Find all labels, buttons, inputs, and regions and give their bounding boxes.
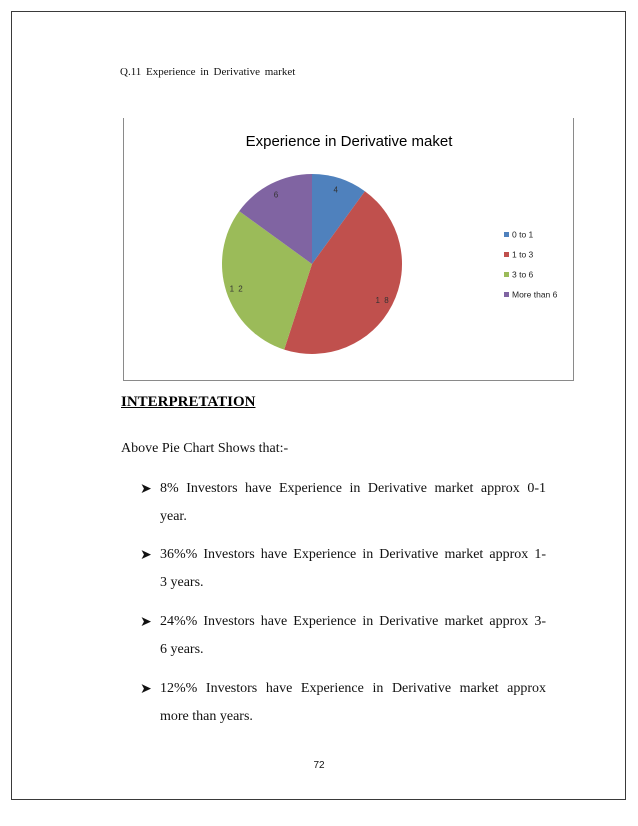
pie-slices	[222, 174, 402, 354]
interpretation-heading: INTERPRETATION	[121, 394, 256, 410]
arrow-bullet-icon: ➤	[140, 482, 152, 497]
legend-swatch	[504, 272, 509, 277]
slice-data-label: 6	[273, 190, 280, 200]
bullet-line-2: 3 years.	[160, 575, 204, 590]
bullet-line-1: 8% Investors have Experience in Derivative market approx 0-1	[160, 481, 546, 496]
legend-swatch	[504, 292, 509, 297]
legend-swatch	[504, 232, 509, 237]
bullet-line-2: more than years.	[160, 709, 253, 724]
pie-chart	[123, 118, 574, 381]
arrow-bullet-icon: ➤	[140, 682, 152, 697]
question-heading: Q.11 Experience in Derivative market	[120, 66, 296, 78]
chart-legend	[504, 230, 558, 300]
pie-chart-svg	[124, 118, 575, 381]
arrow-bullet-icon: ➤	[140, 548, 152, 563]
bullet-line-1: 12%% Investors have Experience in Derivative market approx	[160, 681, 546, 696]
chart-title: Experience in Derivative maket	[245, 133, 453, 150]
page-number: 72	[313, 760, 325, 771]
legend-swatch	[504, 252, 509, 257]
arrow-bullet-icon: ➤	[140, 615, 152, 630]
slice-data-label: 4	[333, 185, 339, 195]
interpretation-intro: Above Pie Chart Shows that:-	[121, 441, 289, 456]
bullet-line-2: year.	[160, 509, 187, 524]
slice-data-label: 1 2	[229, 284, 244, 294]
bullet-line-2: 6 years.	[160, 642, 204, 657]
slice-data-label: 1 8	[375, 296, 390, 305]
legend-label: 0 to 1	[512, 229, 534, 240]
legend-label: 1 to 3	[512, 249, 534, 260]
bullet-line-1: 36%% Investors have Experience in Derivative market approx 1-	[160, 547, 546, 562]
legend-label: 3 to 6	[512, 269, 534, 280]
legend-label: More than 6	[512, 289, 558, 300]
bullet-line-1: 24%% Investors have Experience in Derivative market approx 3-	[160, 614, 546, 629]
